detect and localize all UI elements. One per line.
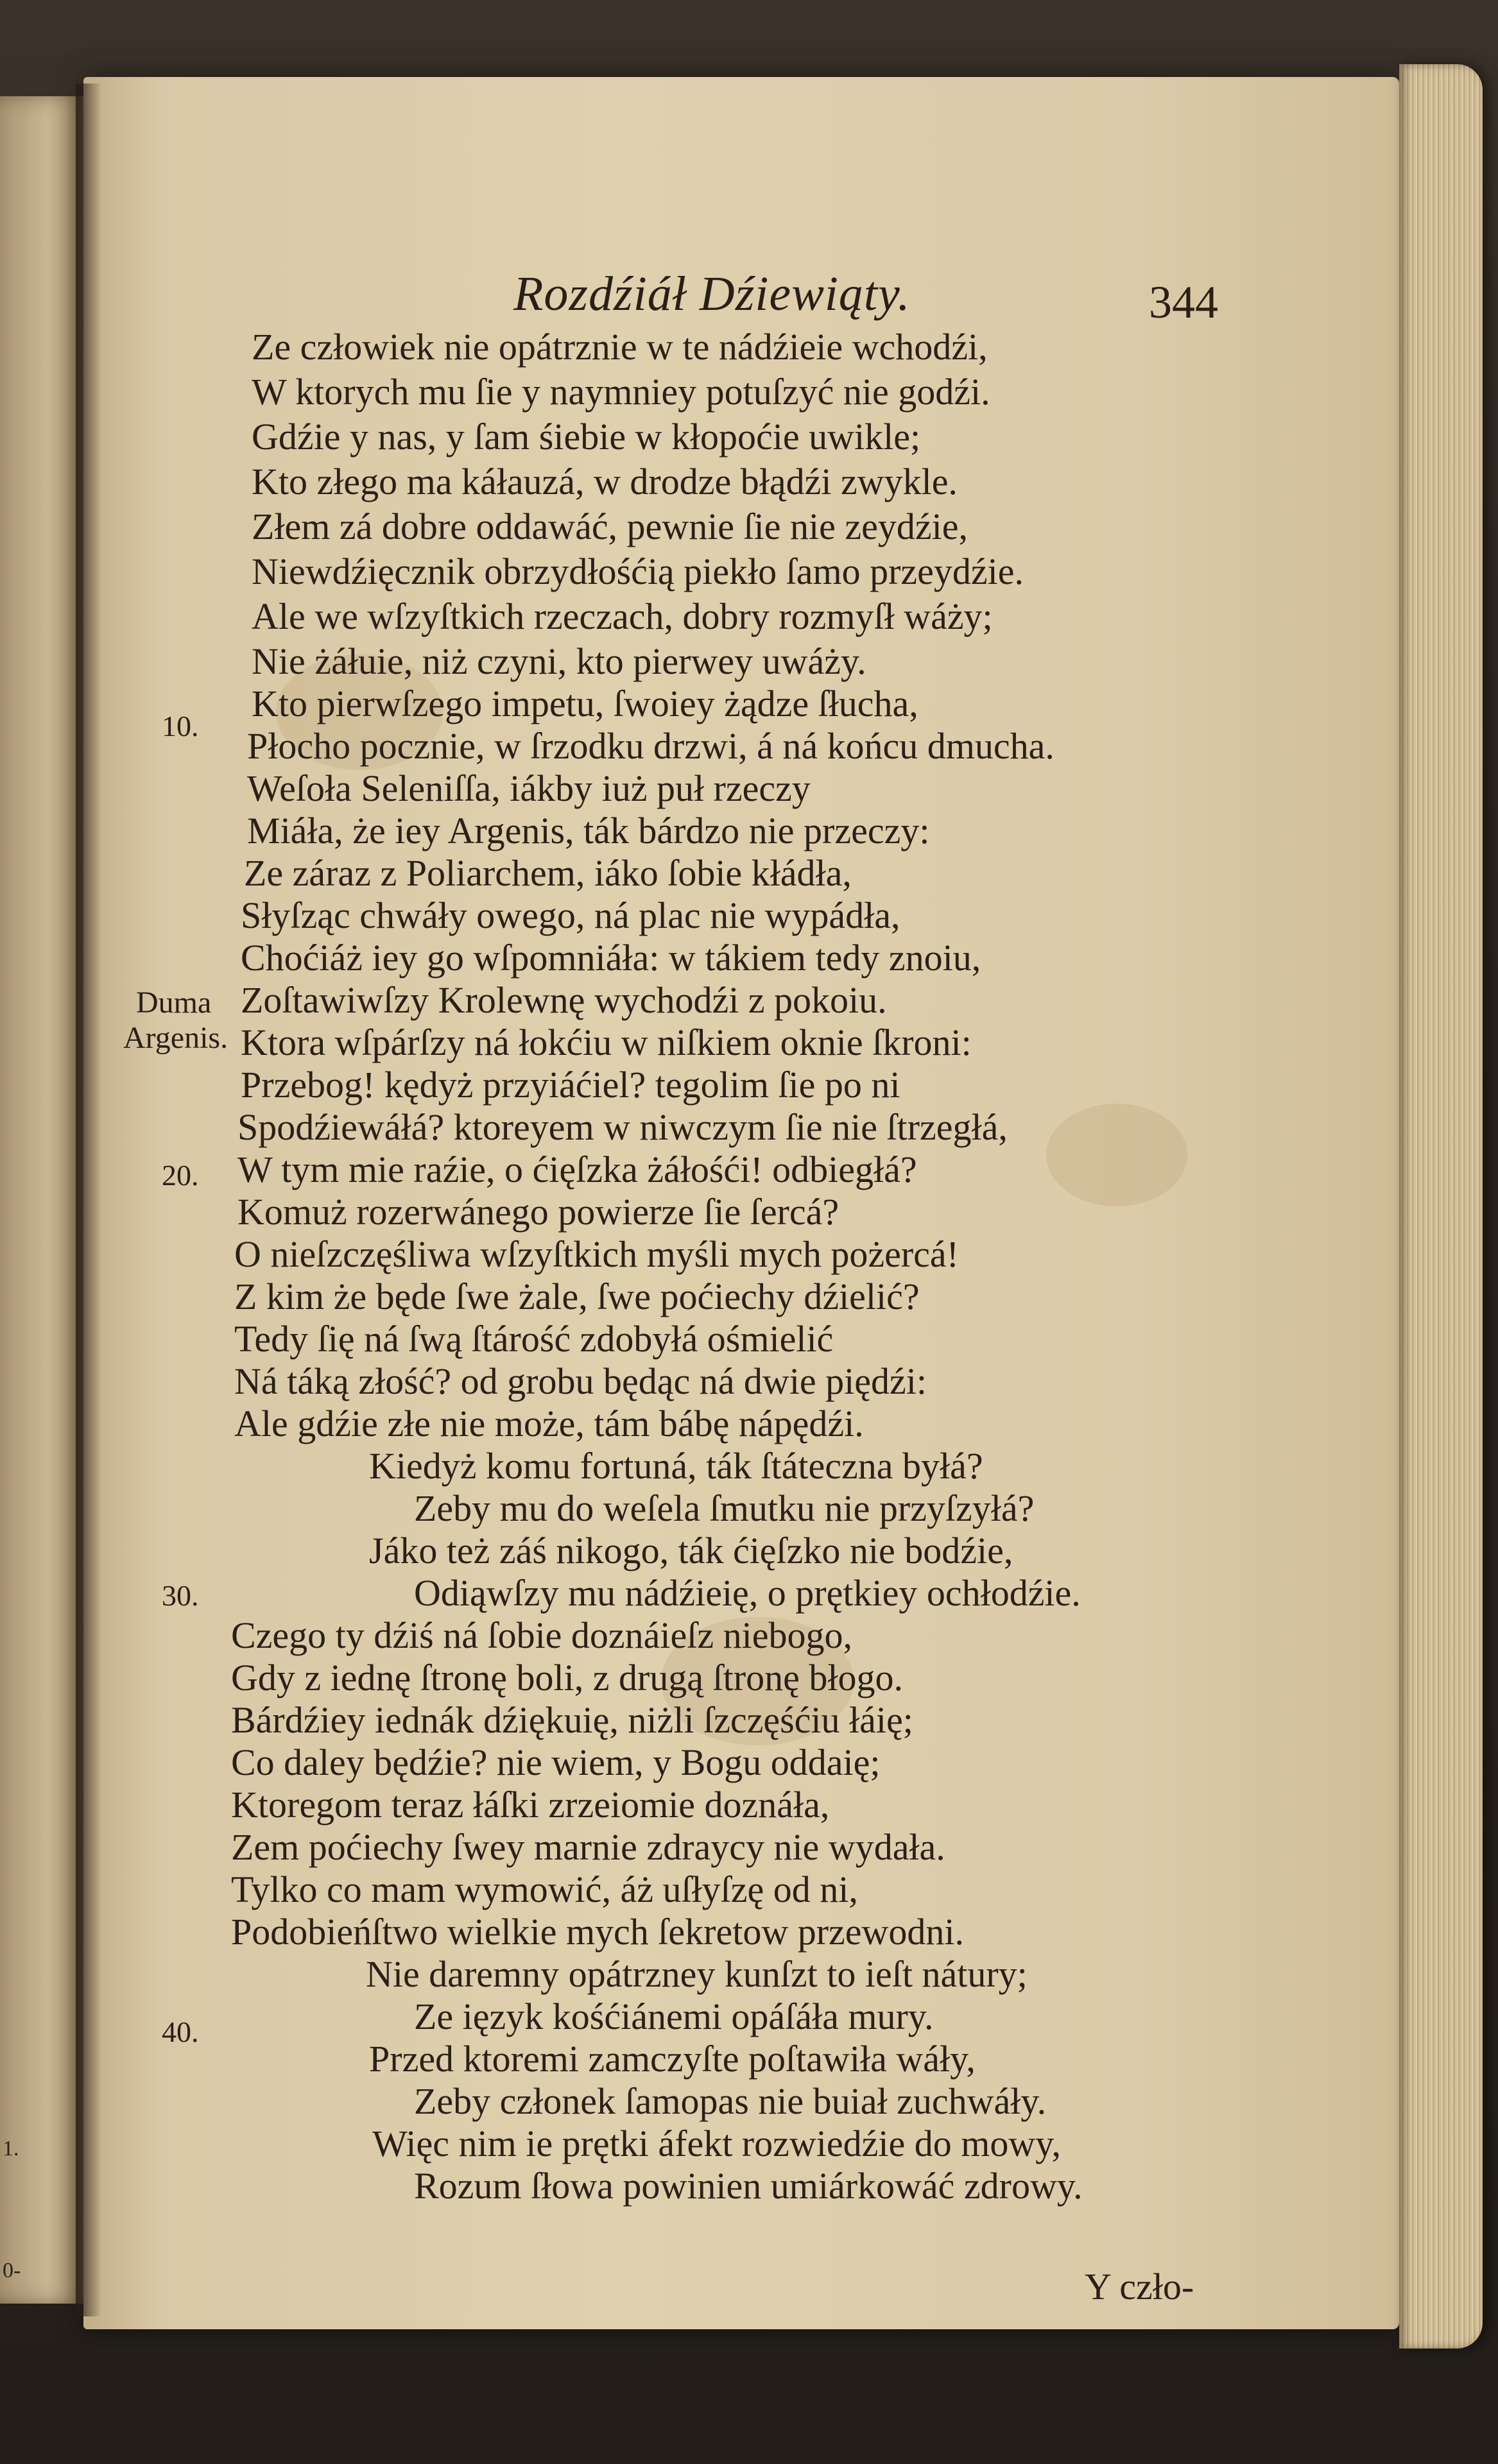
- verse-line: Co daley będźie? nie wiem, y Bogu oddaię;: [231, 1741, 881, 1783]
- verse-line: Ze záraz z Poliarchem, iáko ſobie kłádła,: [244, 852, 852, 894]
- verse-line: Złem zá dobre oddawáć, pewnie ſie nie zeydźie,: [252, 506, 968, 547]
- verse-line: Nie żáłuie, niż czyni, kto pierwey uwáży.: [252, 640, 866, 682]
- verse-line-indented: Zeby mu do weſela ſmutku nie przyſzyłá?: [414, 1487, 1035, 1529]
- gutter-shadow: [76, 83, 101, 2316]
- verse-line: Ktora wſpárſzy ná łokćiu w niſkiem oknie ſkroni:: [241, 1022, 972, 1063]
- running-head: Rozdźiáł Dźiewiąty.: [513, 267, 911, 321]
- verse-line: Komuż rozerwánego powierze ſie ſercá?: [237, 1191, 839, 1233]
- verse-line: O nieſzczęśliwa wſzyſtkich myśli mych pożercá!: [234, 1233, 959, 1275]
- verse-line-indented: Więc nim ie prętki áfekt rozwiedźie do mowy,: [372, 2123, 1061, 2164]
- verse-line-indented: Przed ktoremi zamczyſte poſtawiła wáły,: [369, 2038, 976, 2080]
- verse-line: Weſoła Seleniſſa, iákby iuż puł rzeczy: [247, 767, 811, 809]
- verse-line: Czego ty dźiś ná ſobie doznáieſz niebogo,: [231, 1614, 852, 1656]
- verse-line: Zem poćiechy ſwey marnie zdraycy nie wydała.: [231, 1826, 945, 1868]
- verse-line: Płocho pocznie, w ſrzodku drzwi, á ná końcu dmucha.: [247, 725, 1055, 767]
- left-page-fragment: 0-: [3, 2259, 21, 2282]
- verse-line: W ktorych mu ſie y naymniey potuſzyć nie godźi.: [252, 371, 990, 413]
- margin-note-line: Argenis.: [123, 1021, 228, 1056]
- verse-line-indented: Rozum ſłowa powinien umiárkowáć zdrowy.: [414, 2165, 1083, 2207]
- verse-line: Ná táką złość? od grobu będąc ná dwie piędźi:: [234, 1360, 927, 1402]
- verse-line: Ze człowiek nie opátrznie w te nádźieie wchodźi,: [252, 326, 988, 368]
- verse-line: Choćiáż iey go wſpomniáła: w tákiem tedy znoiu,: [241, 937, 981, 979]
- verse-line: Miáła, że iey Argenis, ták bárdzo nie przeczy:: [247, 810, 930, 851]
- verse-line: Tylko co mam wymowić, áż uſłyſzę od ni,: [231, 1869, 858, 1910]
- foxing-stain: [1046, 1104, 1187, 1206]
- line-number: 20.: [162, 1159, 199, 1192]
- verse-line: Spodźiewáłá? ktoreyem w niwczym ſie nie ſtrzegłá,: [237, 1106, 1008, 1148]
- catchword: Y czło-: [1085, 2266, 1194, 2307]
- page-number: 344: [1149, 277, 1218, 328]
- line-number: 10.: [162, 710, 199, 742]
- verse-line: Słyſząc chwáły owego, ná plac nie wypádła,: [241, 894, 900, 936]
- verse-line: Przebog! kędyż przyiáćiel? tegolim ſie po ni: [241, 1064, 900, 1106]
- verse-line: Kto złego ma káłauzá, w drodze błądźi zwykle.: [252, 461, 958, 502]
- verse-line: Podobieńſtwo wielkie mych ſekretow przewodni.: [231, 1911, 965, 1953]
- margin-note-line: Duma: [136, 986, 212, 1020]
- left-page-fragment: 1.: [3, 2137, 19, 2160]
- line-number: 40.: [162, 2015, 199, 2048]
- page-edges: [1399, 64, 1483, 2348]
- verse-line-indented: Jáko też záś nikogo, ták ćięſzko nie bodźie,: [369, 1530, 1013, 1571]
- verse-line: Ale gdźie złe nie może, tám bábę nápędźi.: [234, 1403, 864, 1444]
- verse-line-indented: Odiąwſzy mu nádźieię, o prętkiey ochłodźie.: [414, 1572, 1081, 1614]
- verse-line-indented: Ze ięzyk kośćiánemi opáſáła mury.: [414, 1996, 934, 2037]
- margin-note: [123, 985, 228, 1056]
- verse-line: Zoſtawiwſzy Krolewnę wychodźi z pokoiu.: [241, 979, 887, 1021]
- line-number: 30.: [162, 1579, 199, 1612]
- verse-line: Gdźie y nas, y ſam śiebie w kłopoćie uwikle;: [252, 416, 921, 458]
- verse-line: Tedy ſię ná ſwą ſtárość zdobyłá ośmielić: [234, 1318, 834, 1360]
- verse-line-indented: Nie daremny opátrzney kunſzt to ieſt nátury;: [366, 1953, 1028, 1995]
- verse-line-indented: Kiedyż komu fortuná, ták ſtáteczna byłá?: [369, 1445, 983, 1487]
- verse-line: Ktoregom teraz łáſki zrzeiomie doznáła,: [231, 1784, 830, 1826]
- verse-line: Gdy z iednę ſtronę boli, z drugą ſtronę błogo.: [231, 1657, 903, 1698]
- verse-line: W tym mie raźie, o ćięſzka żáłośći! odbiegłá?: [237, 1149, 917, 1190]
- previous-page: [0, 96, 83, 2304]
- verse-line: Z kim że będe ſwe żale, ſwe poćiechy dźielić?: [234, 1276, 920, 1317]
- verse-line: Kto pierwſzego impetu, ſwoiey żądze ſłucha,: [252, 683, 918, 724]
- verse-line: Bárdźiey iednák dźiękuię, niżli ſzczęśćiu łáię;: [231, 1699, 913, 1741]
- verse-line: Ale we wſzyſtkich rzeczach, dobry rozmyſł wáży;: [252, 595, 993, 637]
- verse-line-indented: Zeby członek ſamopas nie buiał zuchwáły.: [414, 2080, 1047, 2122]
- verse-line: Niewdźięcznik obrzydłośćią piekło ſamo przeydźie.: [252, 551, 1024, 592]
